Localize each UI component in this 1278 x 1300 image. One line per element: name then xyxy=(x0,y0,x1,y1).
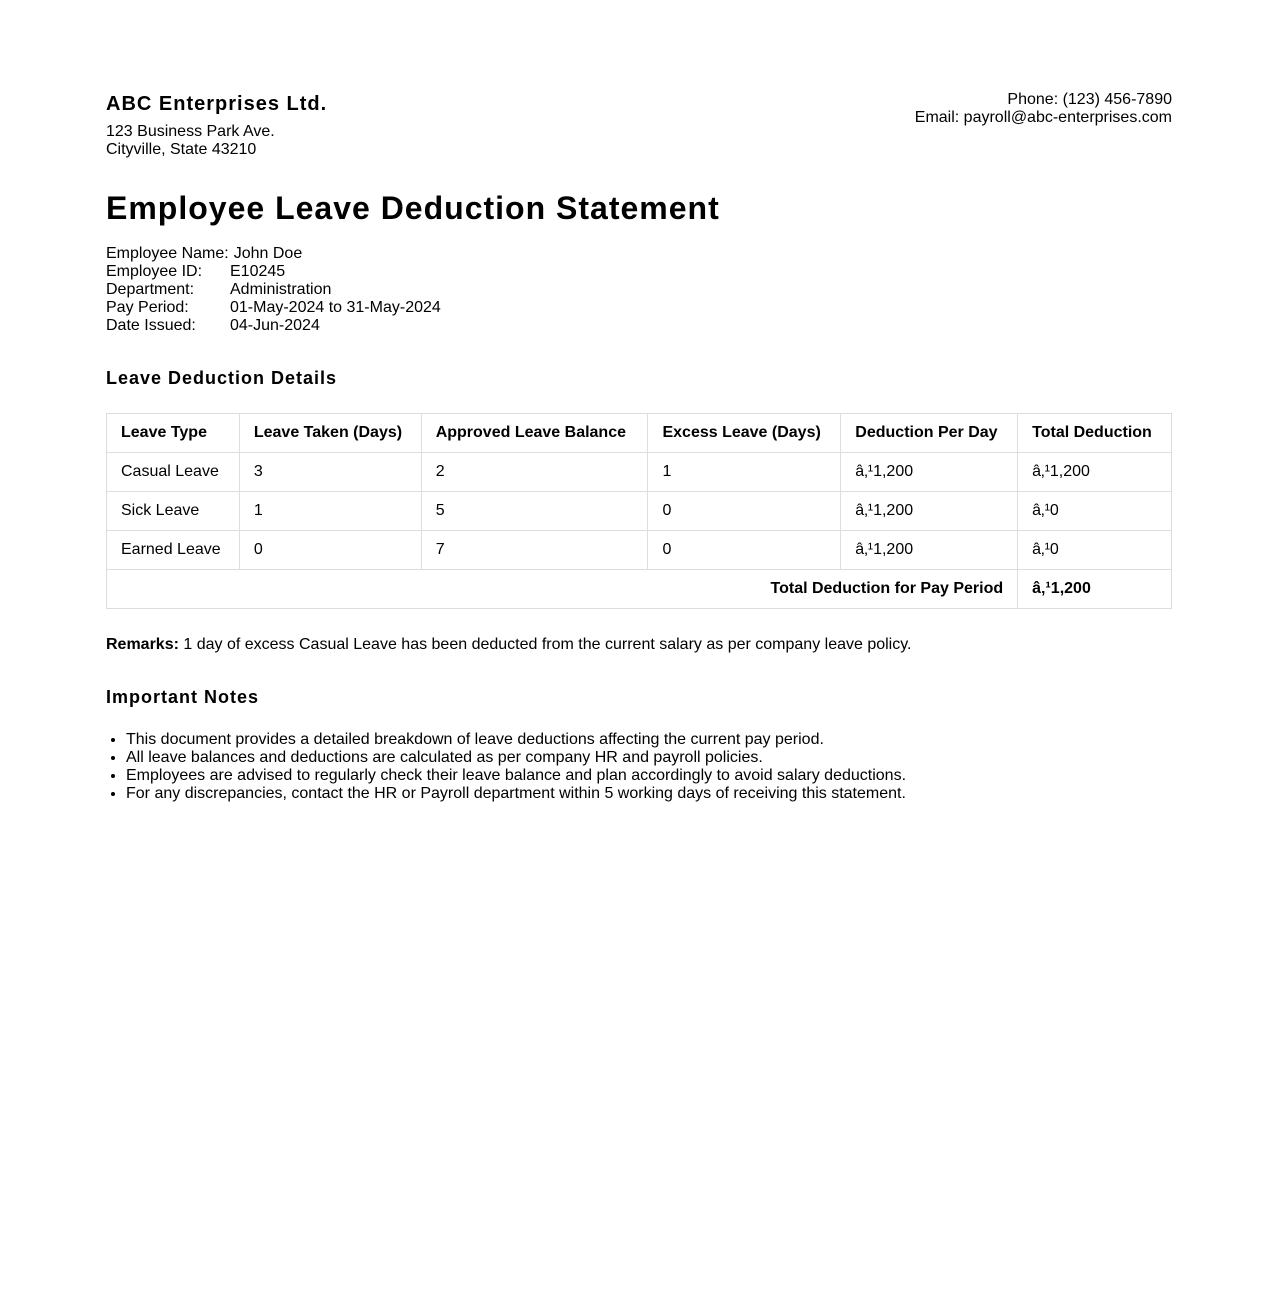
list-item: • This document provides a detailed breakdown of leave deductions affecting the current pay period. xyxy=(126,731,906,749)
date-issued: 04-Jun-2024 xyxy=(230,317,320,334)
header-leave-taken: Leave Taken (Days) xyxy=(239,414,421,453)
header-leave-type: Leave Type xyxy=(107,414,240,453)
document-title: Employee Leave Deduction Statement xyxy=(106,190,720,226)
table-row xyxy=(107,531,1172,570)
address-line-2: Cityville, State 43210 xyxy=(106,141,257,158)
table-total-row xyxy=(107,570,1172,609)
cell-leave-type: Earned Leave xyxy=(107,531,240,570)
header-deduction-per-day: Deduction Per Day xyxy=(841,414,1018,453)
cell-total-deduction: â‚¹0 xyxy=(1018,492,1172,531)
cell-leave-taken: 1 xyxy=(239,492,421,531)
department: Administration xyxy=(230,281,332,298)
details-section-title: Leave Deduction Details xyxy=(106,368,338,388)
cell-leave-type: Casual Leave xyxy=(107,453,240,492)
cell-leave-taken: 0 xyxy=(239,531,421,570)
list-item: • All leave balances and deductions are calculated as per company HR and payroll policies. xyxy=(126,749,906,767)
pay-period: 01-May-2024 to 31-May-2024 xyxy=(230,299,441,316)
cell-deduction-per-day: â‚¹1,200 xyxy=(841,531,1018,570)
remarks xyxy=(106,636,912,654)
table-row xyxy=(107,492,1172,531)
cell-total-deduction: â‚¹0 xyxy=(1018,531,1172,570)
company-email: Email: payroll@abc-enterprises.com xyxy=(914,109,1172,126)
cell-approved-balance: 2 xyxy=(421,453,648,492)
cell-excess-leave: 0 xyxy=(648,492,841,531)
company-name: ABC Enterprises Ltd. xyxy=(106,93,328,115)
pay-period-row xyxy=(106,299,441,317)
department-row xyxy=(106,281,441,299)
date-issued-row xyxy=(106,317,441,335)
employee-name: John Doe xyxy=(233,245,303,262)
cell-total-deduction: â‚¹1,200 xyxy=(1018,453,1172,492)
employee-name-label: Employee Name: xyxy=(106,245,229,262)
list-item: • Employees are advised to regularly check their leave balance and plan accordingly to avoid salary deductions. xyxy=(126,767,906,785)
employee-id-label: Employee ID: xyxy=(106,263,203,280)
employee-id: E10245 xyxy=(230,263,286,280)
table-row xyxy=(107,453,1172,492)
company-contact xyxy=(915,91,1172,127)
department-label: Department: xyxy=(106,281,195,298)
total-deduction-label: Total Deduction for Pay Period xyxy=(107,570,1018,609)
list-item: • For any discrepancies, contact the HR or Payroll department within 5 working days of receiving this statement. xyxy=(126,785,906,803)
cell-leave-type: Sick Leave xyxy=(107,492,240,531)
employee-name-row xyxy=(106,245,441,263)
table-header-row xyxy=(107,414,1172,453)
remarks-text: 1 day of excess Casual Leave has been deducted from the current salary as per company leave policy. xyxy=(178,636,912,653)
total-deduction-value: â‚¹1,200 xyxy=(1018,570,1172,609)
important-notes-list xyxy=(126,731,906,803)
cell-leave-taken: 3 xyxy=(239,453,421,492)
cell-excess-leave: 0 xyxy=(648,531,841,570)
cell-deduction-per-day: â‚¹1,200 xyxy=(841,492,1018,531)
notes-section-title: Important Notes xyxy=(106,687,260,707)
cell-excess-leave: 1 xyxy=(648,453,841,492)
address-line-1: 123 Business Park Ave. xyxy=(106,123,275,140)
cell-approved-balance: 5 xyxy=(421,492,648,531)
employee-id-row xyxy=(106,263,441,281)
company-phone: Phone: (123) 456-7890 xyxy=(1007,91,1172,108)
pay-period-label: Pay Period: xyxy=(106,299,189,316)
employee-info xyxy=(106,245,441,335)
remarks-label: Remarks: xyxy=(106,636,179,653)
company-address xyxy=(106,123,275,159)
cell-deduction-per-day: â‚¹1,200 xyxy=(841,453,1018,492)
header-excess-leave: Excess Leave (Days) xyxy=(648,414,841,453)
leave-deduction-table xyxy=(106,413,1172,609)
date-issued-label: Date Issued: xyxy=(106,317,196,334)
company-header xyxy=(106,90,1172,170)
header-approved-balance: Approved Leave Balance xyxy=(421,414,648,453)
header-total-deduction: Total Deduction xyxy=(1018,414,1172,453)
cell-approved-balance: 7 xyxy=(421,531,648,570)
